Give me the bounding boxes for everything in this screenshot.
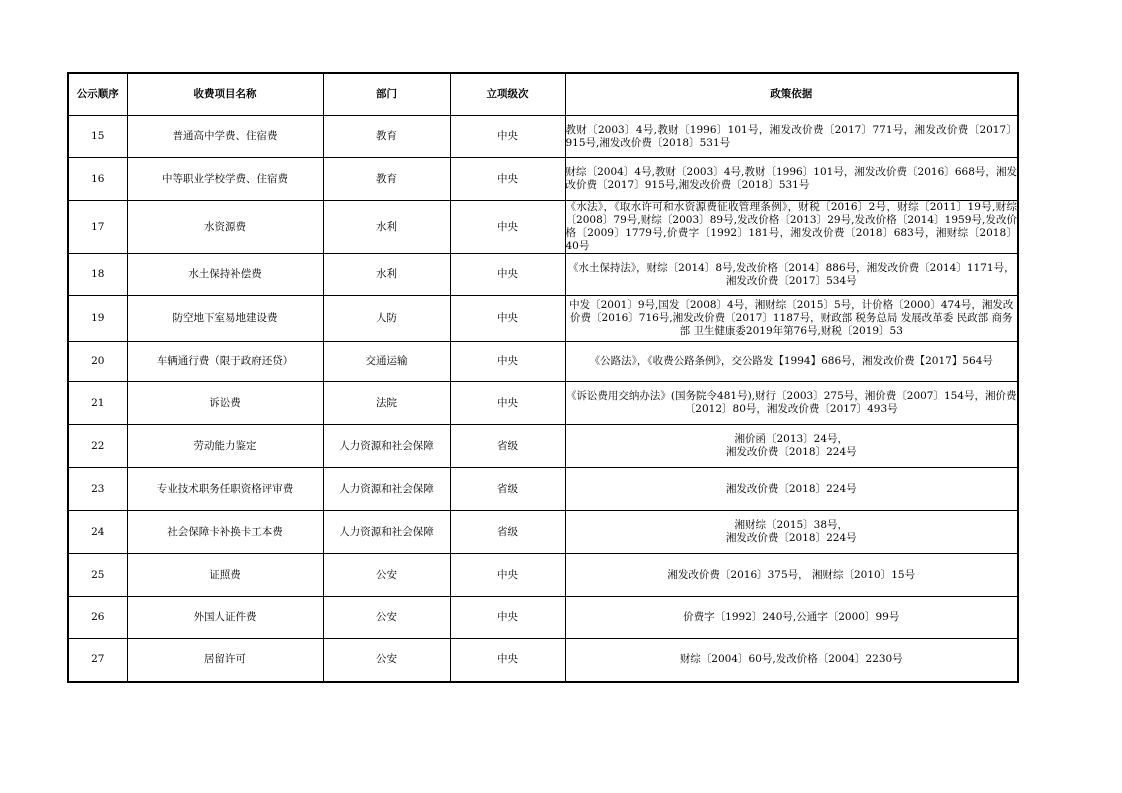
cell-policy: 《水法》，《取水许可和水资源费征收管理条例》，财税〔2016〕2号，财综〔2011〕19号,财综〔2008〕79号,财综〔2003〕89号,发改价格〔2013〕29号,发改价格〔2014〕1959号,发改价格〔2009〕1779号,价费字〔1992〕181号，湘发改价费〔2018〕683号，湘财综〔2018〕40号 [565,201,1017,252]
header-order: 公示顺序 [68,73,127,116]
cell-level: 省级 [450,425,565,468]
table-row [68,296,1018,342]
cell-item-name: 劳动能力鉴定 [127,425,323,468]
table-row [68,554,1018,597]
cell-item-name: 防空地下室易地建设费 [127,296,323,342]
cell-level: 中央 [450,382,565,425]
table-row [68,511,1018,554]
cell-level: 中央 [450,342,565,382]
cell-department: 人力资源和社会保障 [323,468,450,511]
cell-department: 公安 [323,554,450,597]
cell-department: 法院 [323,382,450,425]
cell-item-name: 水土保持补偿费 [127,254,323,296]
cell-item-name: 诉讼费 [127,382,323,425]
cell-order: 24 [68,511,127,554]
cell-department: 公安 [323,639,450,682]
cell-department: 人力资源和社会保障 [323,425,450,468]
cell-order: 15 [68,116,127,158]
cell-order: 23 [68,468,127,511]
table-row [68,597,1018,639]
cell-order: 21 [68,382,127,425]
header-department: 部门 [323,73,450,116]
cell-order: 26 [68,597,127,639]
cell-department: 人防 [323,296,450,342]
cell-item-name: 社会保障卡补换卡工本费 [127,511,323,554]
table-row [68,158,1018,201]
cell-level: 中央 [450,116,565,158]
table-row [68,425,1018,468]
cell-department: 水利 [323,201,450,254]
header-policy: 政策依据 [565,73,1018,116]
cell-order: 20 [68,342,127,382]
table-row [68,468,1018,511]
table-row [68,201,1018,254]
cell-policy: 湘价函〔2013〕24号， 湘发改价费〔2018〕224号 [565,425,1018,468]
cell-level: 中央 [450,201,565,254]
header-row [68,73,1018,116]
cell-item-name: 车辆通行费（限于政府还贷） [127,342,323,382]
cell-policy: 财综〔2004〕4号,教财〔2003〕4号,教财〔1996〕101号，湘发改价费〔2016〕668号，湘发改价费〔2017〕915号,湘发改价费〔2018〕531号 [565,158,1018,201]
cell-item-name: 居留许可 [127,639,323,682]
cell-policy: 《诉讼费用交纳办法》(国务院令481号),财行〔2003〕275号，湘价费〔2007〕154号，湘价费〔2012〕80号，湘发改价费〔2017〕493号 [565,382,1018,425]
header-item-name: 收费项目名称 [127,73,323,116]
header-level: 立项级次 [450,73,565,116]
cell-policy: 财综〔2004〕60号,发改价格〔2004〕2230号 [565,639,1018,682]
cell-department: 水利 [323,254,450,296]
cell-policy: 中发〔2001〕9号,国发〔2008〕4号，湘财综〔2015〕5号，计价格〔2000〕474号，湘发改价费〔2016〕716号,湘发改价费〔2017〕1187号，财政部 税务总局 发展改革委 民政部 商务部 卫生健康委2019年第76号,财税〔2019〕53 [565,296,1018,342]
cell-department: 交通运输 [323,342,450,382]
cell-item-name: 专业技术职务任职资格评审费 [127,468,323,511]
cell-level: 中央 [450,254,565,296]
cell-policy: 湘发改价费〔2018〕224号 [565,468,1018,511]
fee-table [67,72,1019,683]
table-row [68,254,1018,296]
cell-order: 19 [68,296,127,342]
cell-policy: 湘发改价费〔2016〕375号， 湘财综〔2010〕15号 [565,554,1018,597]
cell-level: 中央 [450,597,565,639]
cell-order: 22 [68,425,127,468]
cell-level: 省级 [450,468,565,511]
cell-item-name: 普通高中学费、住宿费 [127,116,323,158]
cell-item-name: 水资源费 [127,201,323,254]
cell-order: 17 [68,201,127,254]
table-row [68,342,1018,382]
cell-policy: 《水土保持法》，财综〔2014〕8号,发改价格〔2014〕886号，湘发改价费〔2014〕1171号，湘发改价费〔2017〕534号 [565,254,1018,296]
cell-level: 中央 [450,296,565,342]
cell-policy: 湘财综〔2015〕38号， 湘发改价费〔2018〕224号 [565,511,1018,554]
cell-policy: 《公路法》，《收费公路条例》，交公路发【1994】686号，湘发改价费【2017】564号 [565,342,1018,382]
cell-level: 中央 [450,639,565,682]
cell-order: 25 [68,554,127,597]
cell-order: 27 [68,639,127,682]
table-row [68,639,1018,682]
cell-policy: 价费字〔1992〕240号,公通字〔2000〕99号 [565,597,1018,639]
cell-policy: 教财〔2003〕4号,教财〔1996〕101号，湘发改价费〔2017〕771号，湘发改价费〔2017〕915号,湘发改价费〔2018〕531号 [565,116,1018,158]
cell-department: 教育 [323,158,450,201]
cell-item-name: 外国人证件费 [127,597,323,639]
cell-item-name: 中等职业学校学费、住宿费 [127,158,323,201]
cell-department: 人力资源和社会保障 [323,511,450,554]
table-row [68,382,1018,425]
cell-level: 中央 [450,554,565,597]
cell-level: 省级 [450,511,565,554]
cell-order: 18 [68,254,127,296]
cell-department: 教育 [323,116,450,158]
cell-level: 中央 [450,158,565,201]
cell-item-name: 证照费 [127,554,323,597]
cell-department: 公安 [323,597,450,639]
table-row [68,116,1018,158]
cell-order: 16 [68,158,127,201]
